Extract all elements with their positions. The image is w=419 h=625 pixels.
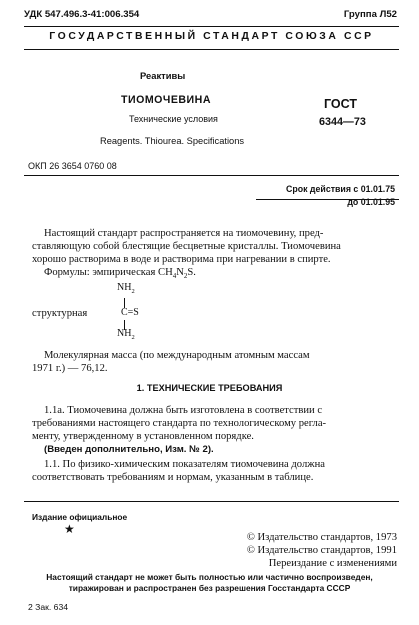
- structural-nh2-bottom: $NH_2$: [117, 328, 135, 341]
- copyright-1991: © Издательство стандартов, 1991: [246, 545, 397, 556]
- header-rule-top: [24, 26, 399, 27]
- molar-mass-line: Молекулярная масса (по международным атомным массам: [44, 350, 310, 361]
- paragraph-1-1a-line: менту, утвержденному в установленном порядке.: [32, 431, 254, 442]
- intro-line: ставляющую собой блестящие бесцветные кристаллы. Тиомочевина: [32, 241, 341, 252]
- english-title: Reagents. Thiourea. Specifications: [100, 136, 245, 146]
- copyright-notice-line: Настоящий стандарт не может быть полностью или частично воспроизведен,: [46, 572, 373, 582]
- okp-code: ОКП 26 3654 0760 08: [28, 161, 117, 171]
- gost-label: ГОСТ: [324, 97, 357, 111]
- section-heading: 1. ТЕХНИЧЕСКИЕ ТРЕБОВАНИЯ: [136, 383, 283, 393]
- document-title: ТИОМОЧЕВИНА: [121, 94, 211, 106]
- paragraph-1-1-line: 1.1. По физико-химическим показателям тиомочевина должна: [44, 459, 325, 470]
- official-edition-label: Издание официальное: [32, 512, 128, 522]
- structural-label: структурная: [32, 308, 88, 319]
- structural-c-eq-s: C=S: [121, 307, 139, 318]
- category-label: Реактивы: [140, 70, 186, 81]
- reprint-note: Переиздание с изменениями: [268, 558, 397, 569]
- copyright-notice-line: тиражирован и распространен без разрешения Госстандарта СССР: [68, 583, 351, 593]
- order-number: 2 Зак. 634: [28, 602, 69, 612]
- validity-from: Срок действия с 01.01.75: [285, 184, 395, 194]
- header-rule-bottom: [24, 49, 399, 50]
- empirical-formula: Формулы: эмпирическая $CH_4N_2S$.: [44, 267, 196, 281]
- amendment-note: (Введен дополнительно, Изм. № 2).: [44, 444, 214, 455]
- document-subtitle: Технические условия: [129, 114, 218, 124]
- structural-nh2-top: $NH_2$: [117, 282, 135, 295]
- molar-mass-line: 1971 г.) — 76,12.: [32, 363, 108, 374]
- group-code: Группа Л52: [343, 9, 397, 20]
- intro-line: Настоящий стандарт распространяется на тиомочевину, пред-: [44, 228, 324, 239]
- okp-rule: [24, 175, 399, 176]
- paragraph-1-1-line: соответствовать требованиям и нормам, указанным в таблице.: [32, 472, 314, 483]
- star-icon: ★: [64, 522, 75, 536]
- standard-banner: ГОСУДАРСТВЕННЫЙ СТАНДАРТ СОЮЗА ССР: [49, 31, 374, 42]
- footer-rule: [24, 501, 399, 502]
- copyright-1973: © Издательство стандартов, 1973: [246, 532, 397, 543]
- paragraph-1-1a-line: требованиями настоящего стандарта по технологическому регла-: [32, 418, 327, 429]
- intro-line: хорошо растворима в воде и растворима при нагревании в спирте.: [32, 254, 331, 265]
- gost-number: 6344—73: [319, 116, 366, 128]
- validity-to: до 01.01.95: [347, 197, 395, 207]
- validity-rule: [256, 199, 399, 200]
- paragraph-1-1a-line: 1.1а. Тиомочевина должна быть изготовлена в соответствии с: [44, 405, 323, 416]
- udk-code: УДК 547.496.3-41:006.354: [24, 9, 140, 20]
